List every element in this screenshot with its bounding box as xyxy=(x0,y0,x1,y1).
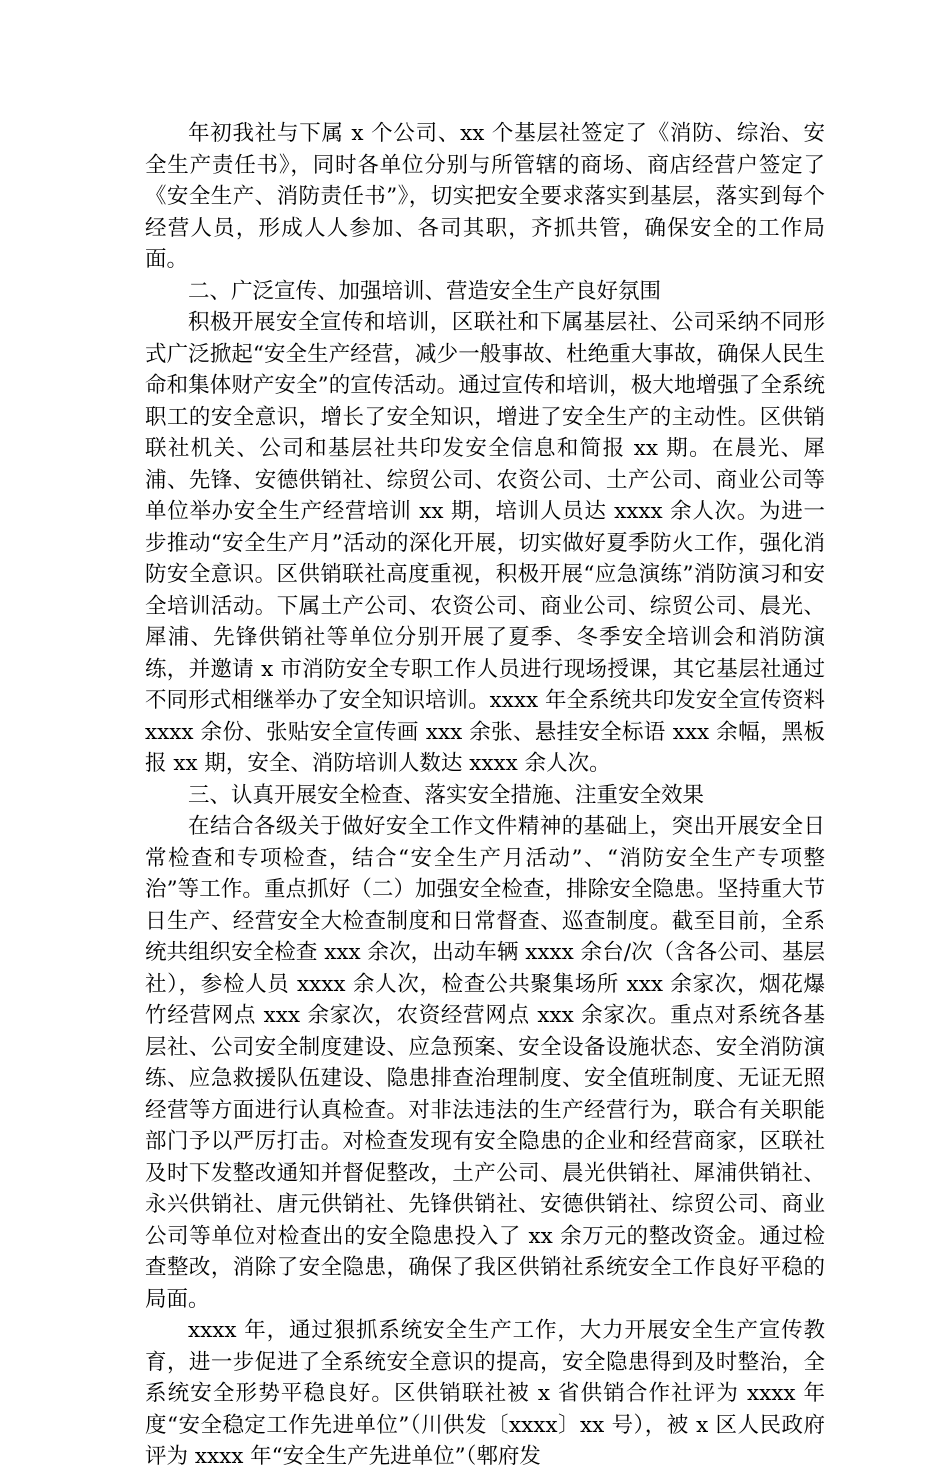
paragraph-responsibility: 年初我社与下属 x 个公司、xx 个基层社签定了《消防、综治、安全生产责任书》，同时各单位分别与所管辖的商场、商店经营户签定了《安全生产、消防责任书”》，切实把安全要求落实到基层，落实到每个经营人员，形成人人参加、各司其职，齐抓共管，确保安全的工作局面。 xyxy=(145,121,825,272)
paragraph-publicity-training: 积极开展安全宣传和培训，区联社和下属基层社、公司采纳不同形式广泛掀起“安全生产经营，减少一般事故、杜绝重大事故，确保人民生命和集体财产安全”的宣传活动。通过宣传和培训，极大地增强了全系统职工的安全意识，增长了安全知识，增进了安全生产的主动性。区供销联社机关、公司和基层社共印发安全信息和简报 xx 期。在晨光、犀浦、先锋、安德供销社、综贸公司、农资公司、土产公司、商业公司等单位举办安全生产经营培训 xx 期，培训人员达 xxxx 余人次。为进一步推动“安全生产月”活动的深化开展，切实做好夏季防火工作，强化消防安全意识。区供销联社高度重视，积极开展“应急演练”消防演习和安全培训活动。下属土产公司、农资公司、商业公司、综贸公司、晨光、犀浦、先锋供销社等单位分别开展了夏季、冬季安全培训会和消防演练，并邀请 x 市消防安全专职工作人员进行现场授课，其它基层社通过不同形式相继举办了安全知识培训。xxxx 年全系统共印发安全宣传资料 xxxx 余份、张贴安全宣传画 xxx 余张、悬挂安全标语 xxx 余幅，黑板报 xx 期，安全、消防培训人数达 xxxx 余人次。 xyxy=(145,310,825,776)
document-body xyxy=(145,118,825,1473)
section-heading-2: 二、广泛宣传、加强培训、营造安全生产良好氛围 xyxy=(188,278,662,304)
paragraph-safety-inspection: 在结合各级关于做好安全工作文件精神的基础上，突出开展安全日常检查和专项检查，结合“安全生产月活动”、“消防安全生产专项整治”等工作。重点抓好（二）加强安全检查，排除安全隐患。坚持重大节日生产、经营安全大检查制度和日常督查、巡查制度。截至目前，全系统共组织安全检查 xxx 余次，出动车辆 xxxx 余台/次（含各公司、基层社），参检人员 xxxx 余人次，检查公共聚集场所 xxx 余家次，烟花爆竹经营网点 xxx 余家次，农资经营网点 xxx 余家次。重点对系统各基层社、公司安全制度建设、应急预案、安全设备设施状态、安全消防演练、应急救援队伍建设、隐患排查治理制度、安全值班制度、无证无照经营等方面进行认真检查。对非法违法的生产经营行为，联合有关职能部门予以严厉打击。对检查发现有安全隐患的企业和经营商家，区联社及时下发整改通知并督促整改，土产公司、晨光供销社、犀浦供销社、永兴供销社、唐元供销社、先锋供销社、安德供销社、综贸公司、商业公司等单位对检查出的安全隐患投入了 xx 余万元的整改资金。通过检查整改，消除了安全隐患，确保了我区供销社系统安全工作良好平稳的局面。 xyxy=(145,814,825,1312)
paragraph-annual-summary: xxxx 年，通过狠抓系统安全生产工作，大力开展安全生产宣传教育，进一步促进了全系统安全意识的提高，安全隐患得到及时整治，全系统安全形势平稳良好。区供销联社被 x 省供销合作社评为 xxxx 年度“安全稳定工作先进单位”（川供发〔xxxx〕xx 号），被 x 区人民政府评为 xxxx 年“安全生产先进单位”（郫府发 xyxy=(145,1318,825,1469)
section-heading-3: 三、认真开展安全检查、落实安全措施、注重安全效果 xyxy=(188,782,705,808)
